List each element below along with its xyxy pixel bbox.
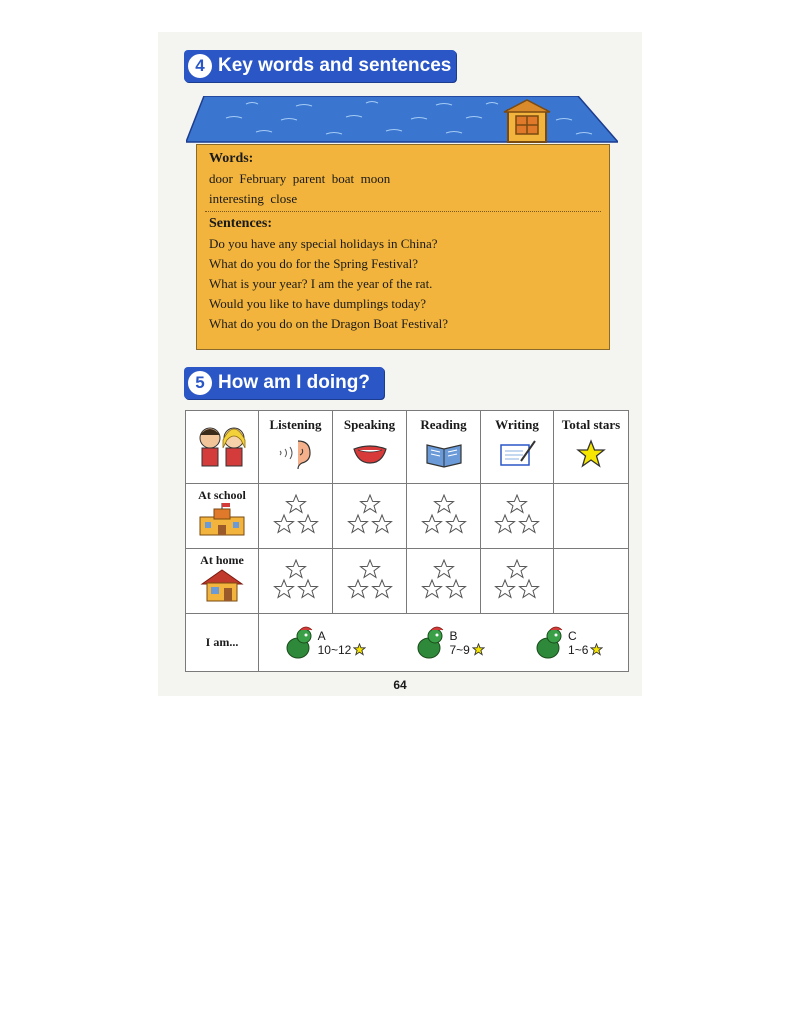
stars-cell[interactable] — [407, 484, 481, 549]
section-5-header — [184, 367, 384, 399]
sentence: Do you have any special holidays in China? — [209, 236, 438, 251]
three-stars-icon — [419, 494, 469, 534]
stars-cell[interactable] — [259, 484, 333, 549]
levels-cell — [259, 614, 629, 672]
col-label: Total stars — [561, 417, 621, 432]
three-stars-icon — [419, 559, 469, 599]
col-speaking — [333, 411, 407, 484]
section-5-number: 5 — [188, 371, 212, 395]
three-stars-icon — [492, 494, 542, 534]
section-5-title: How am I doing? — [218, 372, 370, 393]
three-stars-icon — [345, 494, 395, 534]
school-icon — [196, 503, 248, 537]
ear-icon — [276, 437, 316, 469]
row-label: At school — [198, 488, 246, 502]
sentence: What is your year? I am the year of the rat. — [209, 276, 433, 291]
row-at-home — [186, 549, 259, 614]
section-4-header — [184, 50, 456, 82]
sentence: Would you like to have dumplings today? — [209, 296, 427, 311]
star-icon — [576, 439, 606, 469]
star-icon — [590, 643, 603, 656]
self-assessment-table — [185, 410, 629, 672]
three-stars-icon — [345, 559, 395, 599]
dragon-icon — [284, 626, 316, 660]
stars-cell[interactable] — [407, 549, 481, 614]
level-letter: A — [317, 628, 326, 643]
notebook-pencil-icon — [497, 437, 537, 469]
page-number: 64 — [393, 678, 407, 692]
words-label: Words: — [209, 151, 254, 166]
level-c[interactable] — [534, 626, 603, 660]
level-range: 10~12 — [317, 642, 352, 657]
total-stars-cell[interactable] — [554, 484, 629, 549]
col-listening — [259, 411, 333, 484]
level-range: 1~6 — [568, 642, 589, 657]
book-icon — [424, 437, 464, 469]
mouth-icon — [350, 437, 390, 469]
children-icon-cell — [186, 411, 259, 484]
words-line-2: interesting close — [209, 191, 298, 206]
col-reading — [407, 411, 481, 484]
col-total-stars — [554, 411, 629, 484]
col-label: Speaking — [343, 417, 396, 432]
section-4-title: Key words and sentences — [218, 55, 452, 76]
level-b[interactable] — [415, 626, 484, 660]
i-am-label: I am... — [186, 614, 259, 672]
stars-cell[interactable] — [481, 484, 554, 549]
stars-cell[interactable] — [333, 549, 407, 614]
col-label: Reading — [420, 417, 467, 432]
row-label: At home — [200, 553, 244, 567]
house-roof — [186, 96, 618, 146]
stars-cell[interactable] — [333, 484, 407, 549]
row-at-school — [186, 484, 259, 549]
star-icon — [353, 643, 366, 656]
three-stars-icon — [271, 494, 321, 534]
level-a[interactable] — [284, 626, 367, 660]
sentence: What do you do for the Spring Festival? — [209, 256, 419, 271]
divider — [205, 211, 601, 212]
sentence: What do you do on the Dragon Boat Festival? — [209, 316, 449, 331]
col-writing — [481, 411, 554, 484]
level-letter: B — [449, 628, 458, 643]
three-stars-icon — [492, 559, 542, 599]
stars-cell[interactable] — [259, 549, 333, 614]
words-line-1: door February parent boat moon — [209, 171, 391, 186]
section-4-number: 4 — [188, 54, 212, 78]
col-label: Listening — [269, 417, 322, 432]
star-icon — [472, 643, 485, 656]
key-words-board — [196, 144, 610, 350]
stars-cell[interactable] — [481, 549, 554, 614]
children-icon — [192, 420, 252, 470]
dragon-icon — [534, 626, 566, 660]
col-label: Writing — [495, 417, 539, 432]
level-range: 7~9 — [449, 642, 470, 657]
total-stars-cell[interactable] — [554, 549, 629, 614]
level-letter: C — [568, 628, 577, 643]
sentences-label: Sentences: — [209, 216, 272, 231]
dragon-icon — [415, 626, 447, 660]
three-stars-icon — [271, 559, 321, 599]
home-icon — [200, 568, 244, 602]
